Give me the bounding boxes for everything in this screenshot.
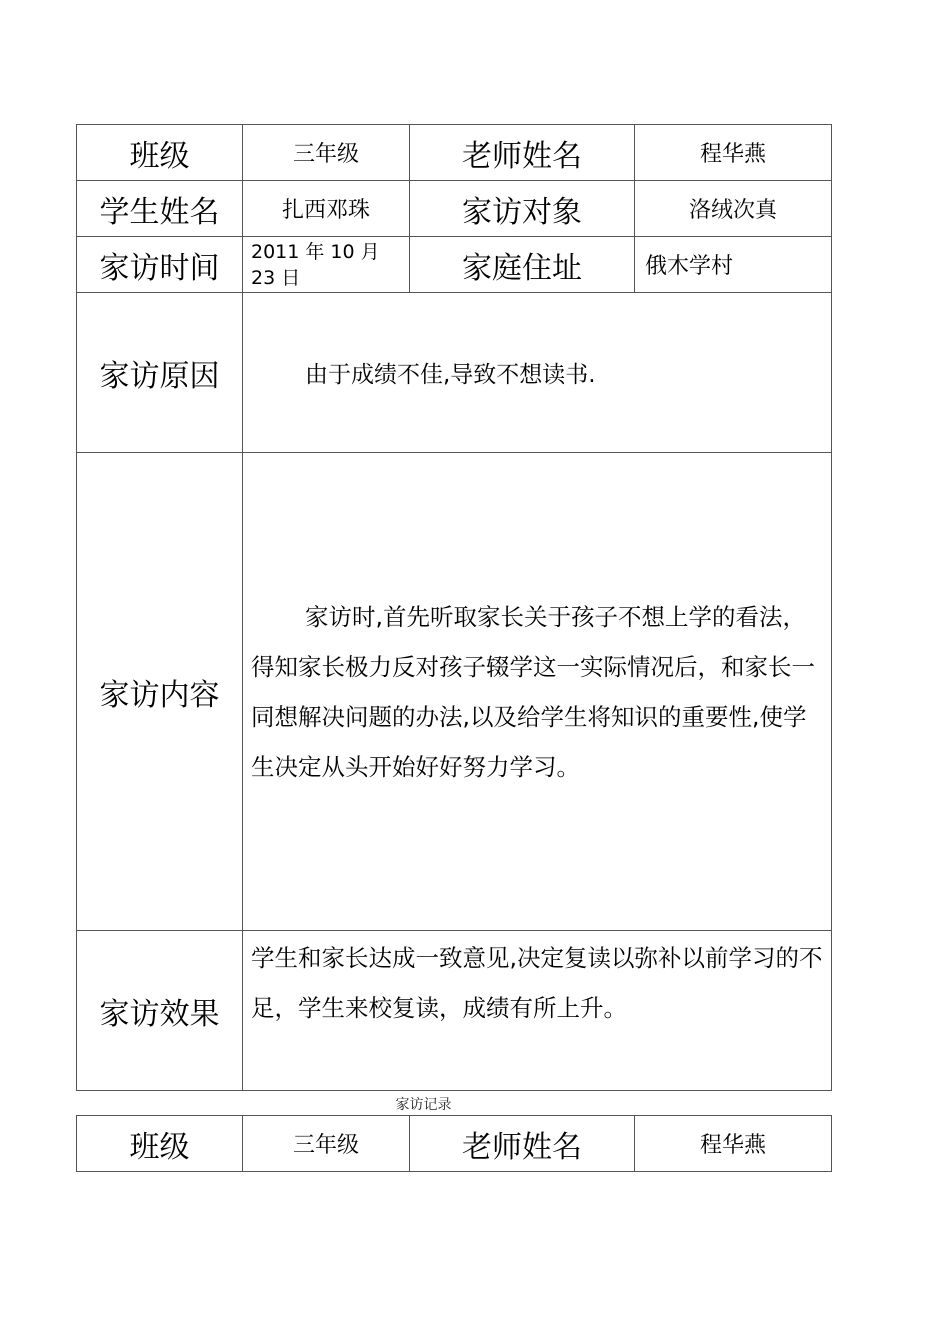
time-address-row [77, 237, 832, 293]
class-label: 班级 [77, 125, 243, 181]
teacher-name-value-2: 程华燕 [635, 1116, 832, 1172]
class-label-2: 班级 [77, 1116, 243, 1172]
class-value-2: 三年级 [243, 1116, 410, 1172]
visit-time-label: 家访时间 [77, 237, 243, 293]
visit-reason-label: 家访原因 [77, 293, 243, 453]
visit-content-value: 家访时,首先听取家长关于孩子不想上学的看法，得知家长极力反对孩子辍学这一实际情况后，和家长一同想解决问题的办法,以及给学生将知识的重要性,使学生决定从头开始好好努力学习。 [251, 602, 815, 781]
reason-row [77, 293, 832, 453]
class-teacher-row [77, 125, 832, 181]
content-row [77, 453, 832, 931]
visit-time-line2: 23 日 [251, 266, 301, 289]
class-value: 三年级 [243, 125, 410, 181]
visit-effect-cell [243, 931, 832, 1091]
student-name-value: 扎西邓珠 [243, 181, 410, 237]
student-target-row [77, 181, 832, 237]
visit-content-cell [243, 453, 832, 931]
student-name-label: 学生姓名 [77, 181, 243, 237]
home-address-value: 俄木学村 [635, 237, 832, 293]
home-address-label: 家庭住址 [410, 237, 635, 293]
visit-content-label: 家访内容 [77, 453, 243, 931]
visit-target-value: 洛绒次真 [635, 181, 832, 237]
home-visit-record-table [76, 124, 832, 1091]
visit-time-line1: 2011 年 10 月 [251, 240, 380, 263]
table-caption: 家访记录 [395, 1097, 452, 1113]
class-teacher-row-2 [77, 1116, 832, 1172]
teacher-name-label: 老师姓名 [410, 125, 635, 181]
effect-row [77, 931, 832, 1091]
teacher-name-value: 程华燕 [635, 125, 832, 181]
home-visit-record-table-2 [76, 1115, 832, 1172]
visit-target-label: 家访对象 [410, 181, 635, 237]
visit-time-value [243, 237, 410, 293]
teacher-name-label-2: 老师姓名 [410, 1116, 635, 1172]
visit-reason-value: 由于成绩不佳,导致不想读书. [243, 293, 832, 453]
visit-effect-label: 家访效果 [77, 931, 243, 1091]
visit-effect-value: 学生和家长达成一致意见,决定复读以弥补以前学习的不足，学生来校复读，成绩有所上升。 [251, 944, 823, 1022]
